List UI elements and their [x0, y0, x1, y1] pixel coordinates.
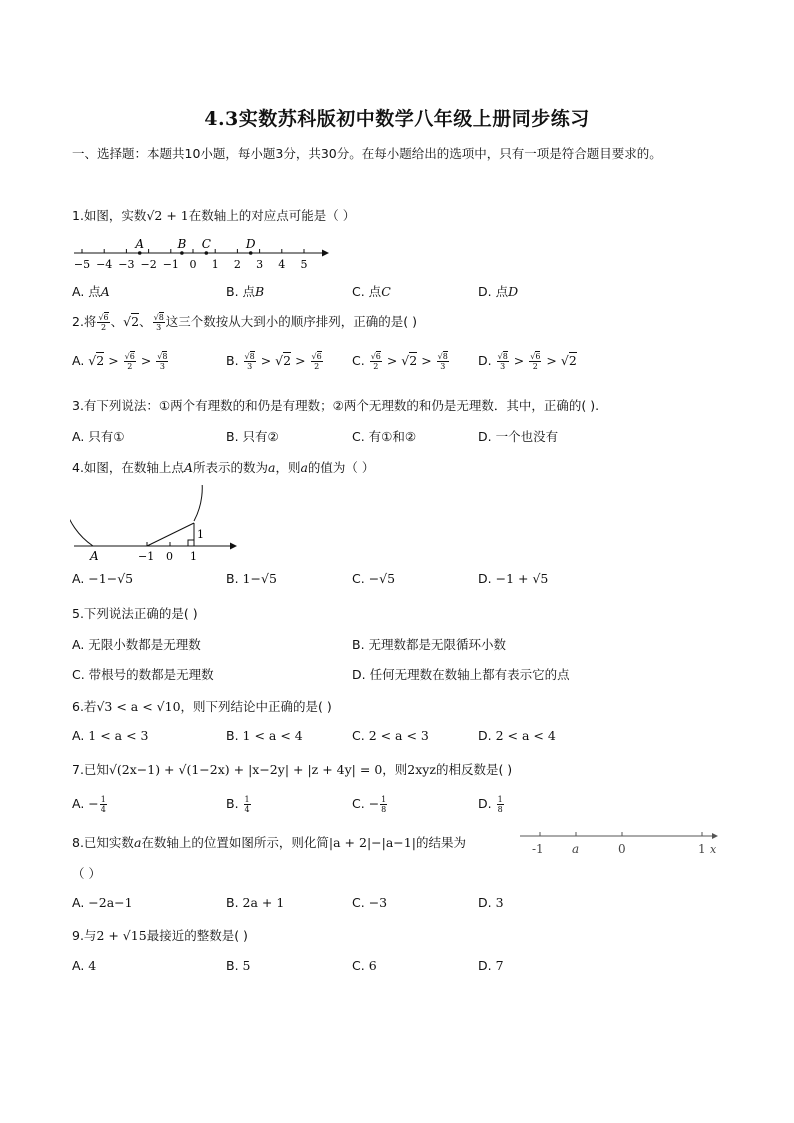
q1-tick-label: −3	[118, 258, 135, 271]
q1-option-a[interactable]: A. 点A	[72, 284, 110, 299]
question-4: 4.如图，在数轴上点A所表示的数为a，则a的值为（ ）	[72, 460, 375, 475]
question-8: 8.已知实数a在数轴上的位置如图所示，则化简|a + 2|−|a−1|的结果为	[72, 835, 466, 850]
q8-label-a: a	[572, 842, 580, 856]
q3-option-b[interactable]: B. 只有②	[226, 429, 279, 444]
q9-option-c[interactable]: C. 6	[352, 958, 377, 973]
q2-option-c[interactable]: C. $\frac{√6}{2}$ > √2 > $\frac{√8}{3}$	[352, 352, 448, 371]
q1-point-label: B	[177, 237, 187, 251]
question-5: 5.下列说法正确的是( )	[72, 606, 198, 621]
q1-tick-label: −5	[73, 258, 91, 271]
q1-tick-label: 1	[211, 258, 219, 271]
q8-option-d[interactable]: D. 3	[478, 895, 504, 910]
q1-tick-label: −4	[96, 258, 113, 271]
q2-option-a[interactable]: A. √2 > $\frac{√6}{2}$ > $\frac{√8}{3}$	[72, 352, 168, 371]
q4-option-a[interactable]: A. −1−√5	[72, 571, 134, 586]
q7-option-c[interactable]: C. − $\frac{1}{8}$	[352, 795, 387, 814]
q4-label-0: 0	[166, 550, 173, 563]
q8-label-x: x	[710, 843, 717, 856]
q1-number-line	[70, 234, 330, 274]
q5-option-b[interactable]: B. 无理数都是无限循环小数	[352, 637, 507, 652]
page-title: 4.3实数苏科版初中数学八年级上册同步练习	[204, 108, 590, 130]
q1-point	[205, 251, 209, 255]
q4-option-c[interactable]: C. −√5	[352, 571, 396, 586]
q1-point-label: D	[245, 237, 256, 251]
q5-option-a[interactable]: A. 无限小数都是无理数	[72, 637, 201, 652]
q8-number-line	[518, 826, 724, 860]
q8-label-1: 1	[698, 842, 706, 856]
question-1: 1.如图，实数√2 + 1在数轴上的对应点可能是（ ）	[72, 208, 356, 223]
section-header: 一、选择题：本题共10小题，每小题3分，共30分。在每小题给出的选项中，只有一项是符合题目要求的。	[72, 146, 662, 161]
q4-option-d[interactable]: D. −1 + √5	[478, 571, 549, 586]
q9-option-d[interactable]: D. 7	[478, 958, 504, 973]
q9-option-a[interactable]: A. 4	[72, 958, 97, 973]
q1-point	[249, 251, 253, 255]
q9-expr: 2 + √15	[96, 928, 147, 943]
q7-expr: √(2x−1) + √(1−2x) + |x−2y| + |z + 4y| = 0	[108, 762, 383, 777]
question-9: 9.与2 + √15最接近的整数是( )	[72, 928, 248, 943]
q1-tick-label: 5	[300, 258, 308, 271]
q1-tick-label: −1	[162, 258, 179, 271]
q4-option-b[interactable]: B. 1−√5	[226, 571, 277, 586]
q9-option-b[interactable]: B. 5	[226, 958, 251, 973]
q5-option-d[interactable]: D. 任何无理数在数轴上都有表示它的点	[352, 667, 570, 682]
q2-option-b[interactable]: B. $\frac{√8}{3}$ > √2 > $\frac{√6}{2}$	[226, 352, 322, 371]
q7-option-d[interactable]: D. $\frac{1}{8}$	[478, 795, 503, 814]
q3-option-d[interactable]: D. 一个也没有	[478, 429, 559, 444]
q4-label-m1: −1	[138, 550, 155, 563]
q6-option-b[interactable]: B. 1 < a < 4	[226, 728, 303, 743]
q1-tick-label: −2	[140, 258, 157, 271]
q1-option-c[interactable]: C. 点C	[352, 284, 391, 299]
q6-option-c[interactable]: C. 2 < a < 3	[352, 728, 429, 743]
q1-point	[138, 251, 142, 255]
question-3: 3.有下列说法：①两个有理数的和仍是有理数；②两个无理数的和仍是无理数．其中，正确的( ).	[72, 398, 600, 413]
q4-figure	[70, 485, 240, 565]
q1-point	[180, 251, 184, 255]
q2-option-d[interactable]: D. $\frac{√8}{3}$ > $\frac{√6}{2}$ > √2	[478, 352, 577, 371]
q1-point-label: C	[201, 237, 211, 251]
q7-option-a[interactable]: A. − $\frac{1}{4}$	[72, 795, 106, 814]
q8-expr: |a + 2|−|a−1|	[328, 835, 416, 850]
q8-label-m1: -1	[532, 842, 544, 856]
q8-option-a[interactable]: A. −2a−1	[72, 895, 133, 910]
q1-expr: √2 + 1	[146, 208, 189, 223]
q6-option-d[interactable]: D. 2 < a < 4	[478, 728, 556, 743]
q1-option-d[interactable]: D. 点D	[478, 284, 519, 299]
q1-tick-label: 4	[278, 258, 286, 271]
question-8-paren: （ ）	[72, 866, 101, 881]
question-7: 7.已知√(2x−1) + √(1−2x) + |x−2y| + |z + 4y| = 0，则2xyz的相反数是( )	[72, 762, 513, 777]
q1-tick-label: 0	[189, 258, 197, 271]
q3-option-a[interactable]: A. 只有①	[72, 429, 125, 444]
q4-label-side: 1	[197, 528, 204, 541]
q7-option-b[interactable]: B. $\frac{1}{4}$	[226, 795, 250, 814]
q8-label-0: 0	[618, 842, 626, 856]
q4-label-a: A	[90, 549, 99, 563]
q1-tick-label: 3	[256, 258, 264, 271]
q1-point-label: A	[135, 237, 145, 251]
question-2: 2.将 $\frac{√6}{2}$ 、√2、 $\frac{√8}{3}$ 这三个数按从大到小的顺序排列，正确的是( )	[72, 313, 418, 332]
question-6: 6.若√3 < a < √10，则下列结论中正确的是( )	[72, 699, 332, 714]
q5-option-c[interactable]: C. 带根号的数都是无理数	[72, 667, 214, 682]
q8-option-b[interactable]: B. 2a + 1	[226, 895, 285, 910]
q6-option-a[interactable]: A. 1 < a < 3	[72, 728, 149, 743]
q1-tick-label: 2	[233, 258, 241, 271]
q3-option-c[interactable]: C. 有①和②	[352, 429, 417, 444]
q6-expr: √3 < a < √10	[96, 699, 181, 714]
q4-label-1: 1	[190, 550, 197, 563]
q8-option-c[interactable]: C. −3	[352, 895, 388, 910]
q1-option-b[interactable]: B. 点B	[226, 284, 265, 299]
